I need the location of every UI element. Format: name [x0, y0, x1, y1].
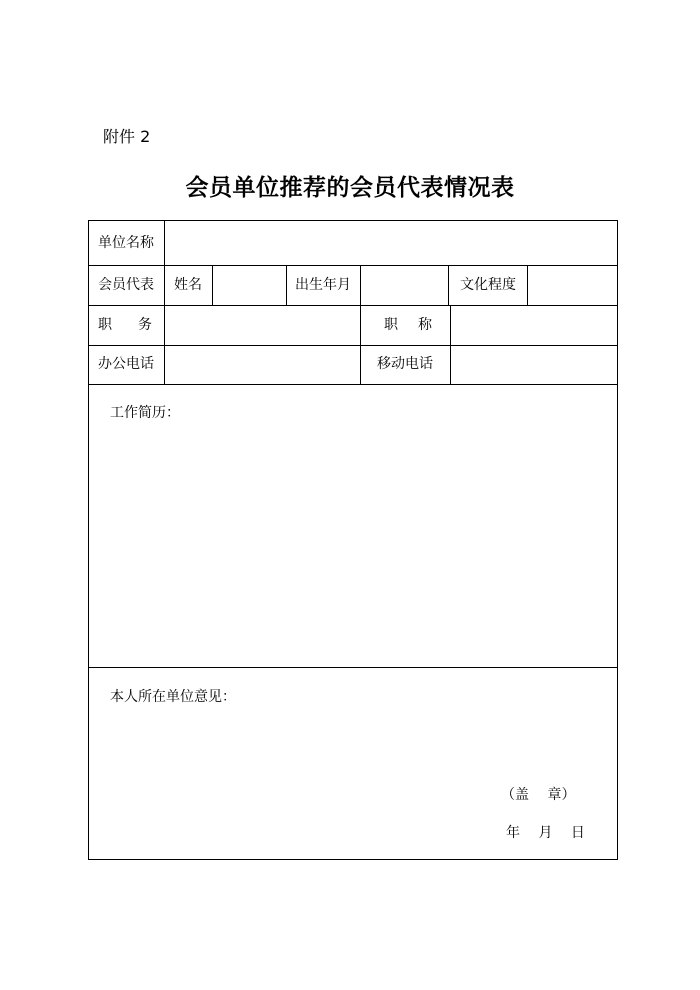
column-divider	[527, 265, 528, 305]
row-divider	[89, 345, 617, 346]
professional-title-label: 职称	[384, 317, 452, 333]
page-title: 会员单位推荐的会员代表情况表	[185, 175, 515, 201]
column-divider	[448, 265, 449, 305]
position-label: 职务	[98, 317, 178, 333]
column-divider	[360, 265, 361, 305]
unit-name-label: 单位名称	[98, 235, 154, 251]
position-field[interactable]	[166, 307, 359, 344]
birth-label: 出生年月	[295, 277, 351, 293]
row-divider	[89, 667, 617, 668]
row-divider	[89, 384, 617, 385]
unit-name-field[interactable]	[166, 222, 616, 264]
member-rep-label: 会员代表	[98, 277, 154, 293]
birth-field[interactable]	[362, 267, 447, 304]
mobile-phone-label: 移动电话	[377, 356, 433, 372]
education-field[interactable]	[529, 267, 616, 304]
work-history-label: 工作简历：	[110, 405, 180, 421]
office-phone-label: 办公电话	[98, 356, 154, 372]
name-field[interactable]	[214, 267, 285, 304]
office-phone-field[interactable]	[166, 347, 359, 383]
label-column-divider	[164, 221, 165, 384]
name-label: 姓名	[174, 277, 202, 293]
attachment-label: 附件 2	[103, 127, 151, 146]
professional-title-field[interactable]	[452, 307, 616, 344]
column-divider	[212, 265, 213, 305]
column-divider	[360, 305, 361, 384]
member-representative-form	[88, 220, 618, 860]
education-label: 文化程度	[460, 277, 516, 293]
mobile-phone-field[interactable]	[452, 347, 616, 383]
row-divider	[89, 265, 617, 266]
row-divider	[89, 305, 617, 306]
column-divider	[286, 265, 287, 305]
work-history-field[interactable]	[90, 386, 616, 666]
unit-opinion-label: 本人所在单位意见：	[110, 689, 236, 705]
seal-label: （盖 章）	[501, 787, 576, 803]
date-label: 年 月 日	[506, 825, 585, 841]
